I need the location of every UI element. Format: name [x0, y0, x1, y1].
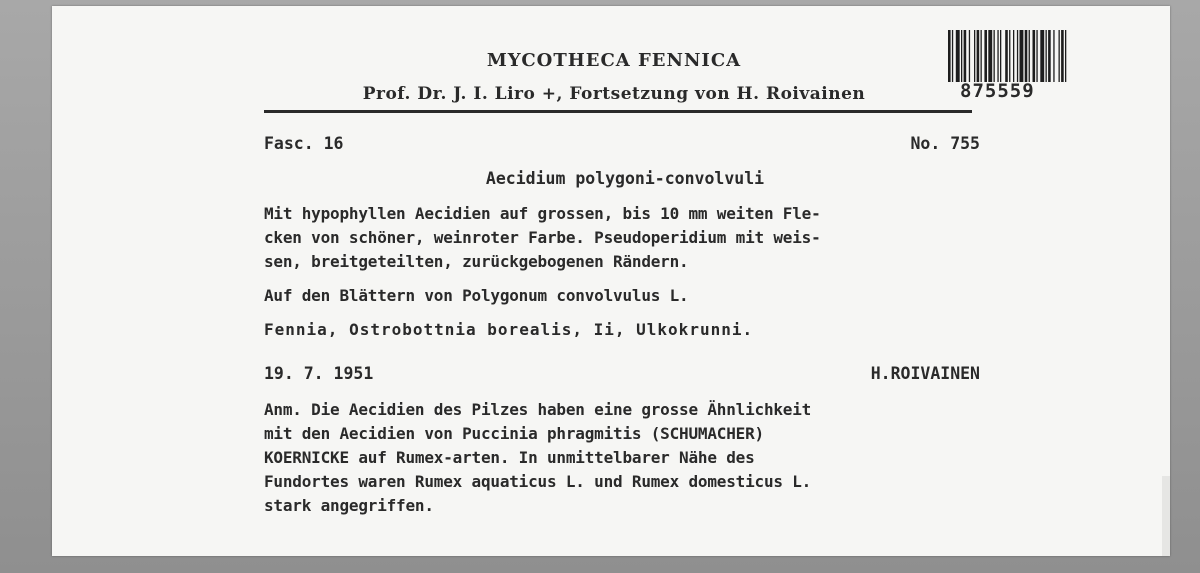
- collector-name: H.ROIVAINEN: [870, 364, 980, 383]
- barcode-bar: [1046, 30, 1047, 82]
- barcode-bar: [1033, 30, 1036, 82]
- barcode-bar: [1020, 30, 1024, 82]
- barcode: [946, 28, 1070, 84]
- barcode-bar: [1036, 30, 1037, 82]
- fascicle-number: Fasc. 16: [264, 134, 344, 153]
- barcode-bar: [969, 30, 970, 82]
- barcode-bar: [956, 30, 960, 82]
- annotation-line-2: mit den Aecidien von Puccinia phragmitis (SCHUMACHER): [264, 424, 764, 443]
- barcode-bar: [961, 30, 962, 82]
- barcode-bar: [1048, 30, 1051, 82]
- barcode-number: 875559: [960, 80, 1035, 102]
- barcode-bar: [981, 30, 982, 82]
- barcode-bar: [974, 30, 975, 82]
- description-line-1: Mit hypophyllen Aecidien auf grossen, bis 10 mm weiten Fle-: [264, 204, 821, 223]
- barcode-bar: [1005, 30, 1008, 82]
- specimen-number: No. 755: [910, 134, 980, 153]
- barcode-bar: [1059, 30, 1060, 82]
- barcode-bar: [1013, 30, 1014, 82]
- header-rule: [264, 110, 972, 113]
- barcode-bar: [984, 30, 987, 82]
- barcode-bar: [1000, 30, 1001, 82]
- barcode-bar: [952, 30, 953, 82]
- description-line-3: sen, breitgeteilten, zurückgebogenen Rändern.: [264, 252, 689, 271]
- editor-line: Prof. Dr. J. I. Liro +, Fortsetzung von H. Roivainen: [362, 84, 866, 104]
- barcode-bar: [1053, 30, 1054, 82]
- barcode-bar: [1009, 30, 1010, 82]
- barcode-bar: [977, 30, 980, 82]
- barcode-bar: [1017, 30, 1018, 82]
- collection-date: 19. 7. 1951: [264, 364, 374, 383]
- species-name: Aecidium polygoni-convolvuli: [485, 169, 765, 188]
- annotation-line-5: stark angegriffen.: [264, 496, 434, 515]
- barcode-bar: [1040, 30, 1044, 82]
- annotation-line-4: Fundortes waren Rumex aquaticus L. und Rumex domesticus L.: [264, 472, 812, 491]
- barcode-bar: [994, 30, 995, 82]
- annotation-line-1: Anm. Die Aecidien des Pilzes haben eine grosse Ähnlichkeit: [264, 400, 812, 419]
- host-line: Auf den Blättern von Polygonum convolvulus L.: [264, 286, 689, 305]
- herbarium-label: [52, 6, 1170, 556]
- barcode-bar: [964, 30, 967, 82]
- barcode-bar: [1025, 30, 1028, 82]
- barcode-bar: [1061, 30, 1064, 82]
- barcode-bar: [997, 30, 998, 82]
- locality-line: Fennia, Ostrobottnia borealis, Ii, Ulkokrunni.: [264, 320, 754, 339]
- description-line-2: cken von schöner, weinroter Farbe. Pseudoperidium mit weis-: [264, 228, 821, 247]
- barcode-bar: [988, 30, 992, 82]
- series-title: MYCOTHECA FENNICA: [486, 50, 742, 71]
- barcode-bar: [948, 30, 951, 82]
- annotation-line-3: KOERNICKE auf Rumex-arten. In unmittelbarer Nähe des: [264, 448, 755, 467]
- barcode-bar: [1029, 30, 1030, 82]
- barcode-bar: [1065, 30, 1066, 82]
